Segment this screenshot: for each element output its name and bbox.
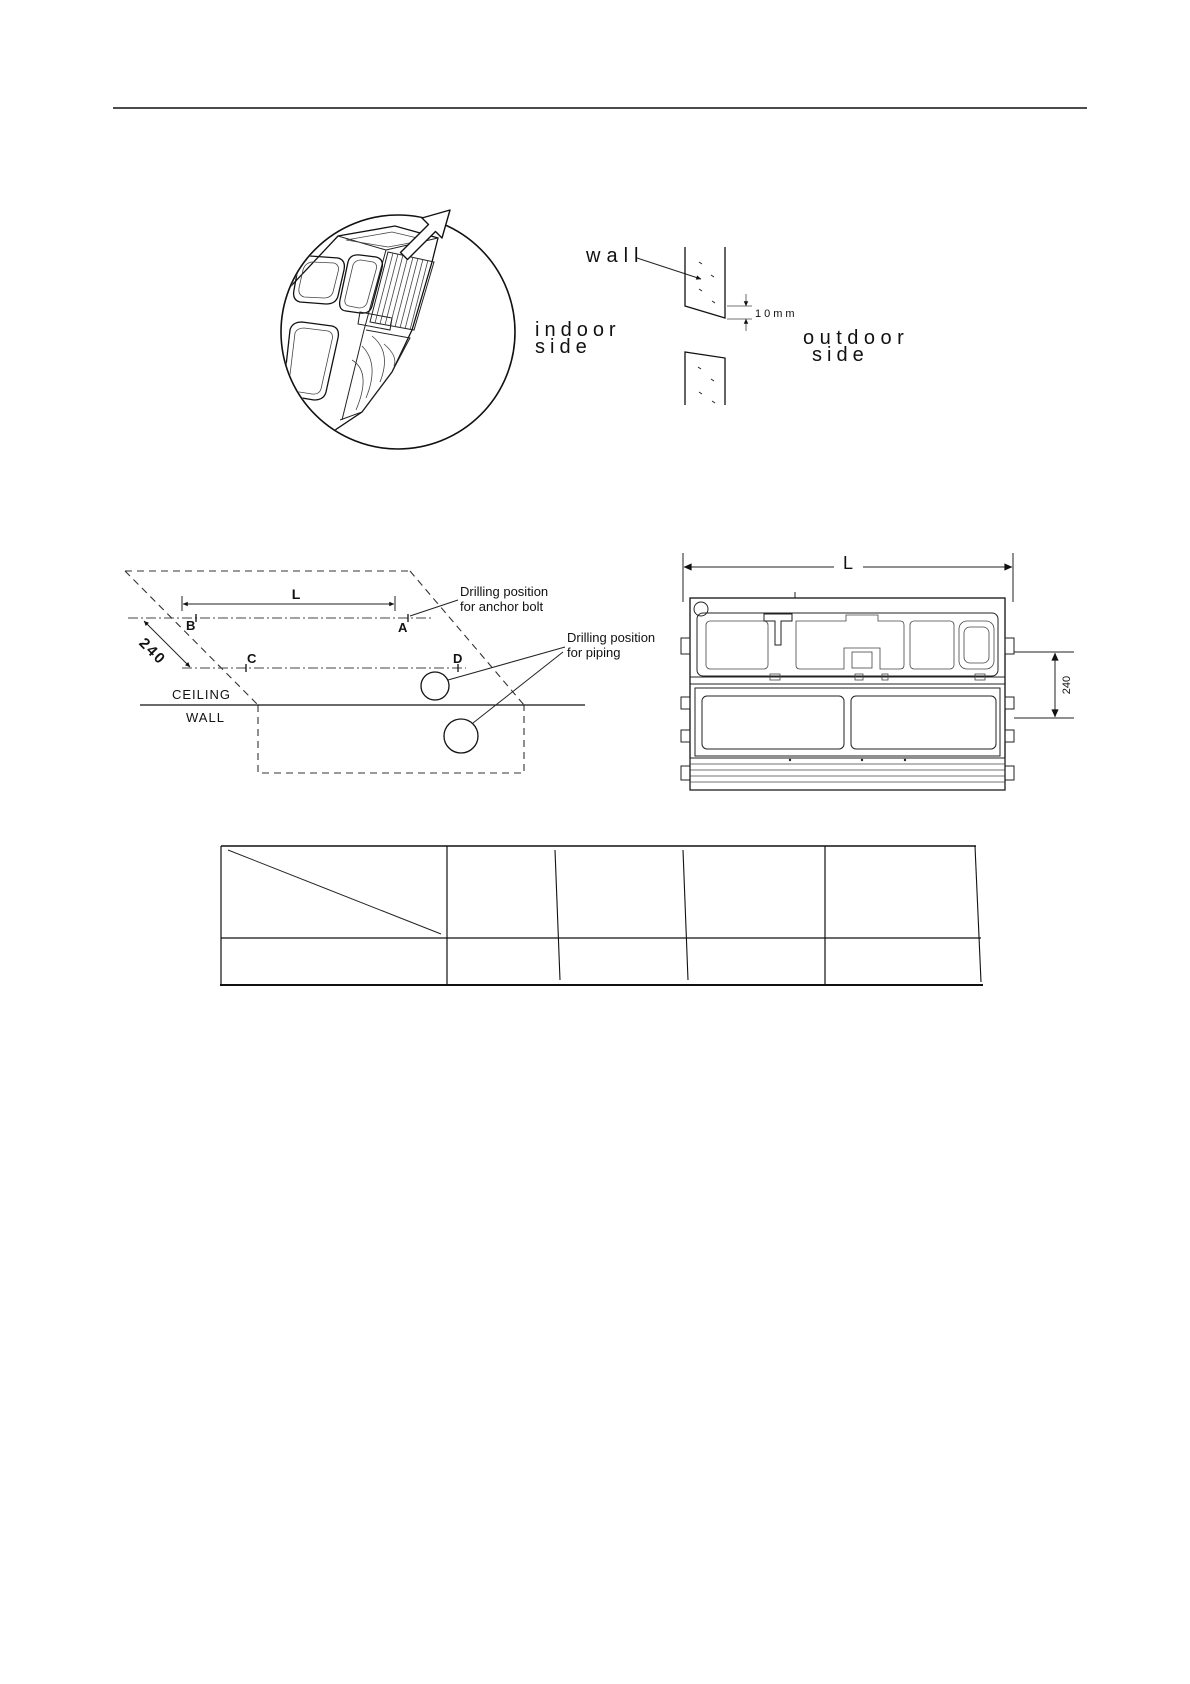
- outdoor-side-label-line1: outdoor: [803, 327, 910, 349]
- wall-upper-section: [685, 247, 725, 318]
- anchor-bolt-leader-line: [410, 600, 458, 616]
- indoor-unit-illustration: [278, 226, 438, 440]
- grille-slat: [405, 259, 423, 329]
- piping-note-line2: for piping: [567, 645, 621, 660]
- grille-slat: [375, 253, 393, 323]
- grille-slat: [390, 256, 408, 326]
- upper-panel-center-box: [852, 652, 872, 668]
- grille-screw: [861, 759, 863, 761]
- unit-front-figure: [681, 553, 1074, 790]
- upper-panel-center-cross: [796, 615, 904, 669]
- point-label-a: A: [398, 620, 408, 635]
- unit-bracket: [358, 312, 392, 330]
- unit-mounting-hole: [694, 602, 708, 616]
- upper-panel-cavity-far-right-inset: [964, 627, 989, 663]
- ceiling-label: CEILING: [172, 687, 232, 702]
- wall-texture-mark: [699, 392, 702, 394]
- table-column-divider: [683, 850, 688, 980]
- side-bracket-right: [1005, 638, 1014, 654]
- indoor-side-label-line2: side: [535, 336, 592, 358]
- offset-dimension-label: 240: [135, 634, 170, 669]
- lower-panel-filter-right: [851, 696, 996, 749]
- unit-side-grille-frame: [370, 252, 434, 330]
- indoor-unit-detail-figure: [278, 210, 515, 449]
- grille-screw: [904, 759, 906, 761]
- wall-texture-mark: [699, 289, 702, 291]
- unit-fan-blade: [372, 336, 385, 382]
- length-label: L: [842, 553, 854, 573]
- piping-note-line1: Drilling position: [567, 630, 656, 645]
- wall-projection-outline: [258, 705, 524, 773]
- drilling-layout-figure: [125, 571, 655, 773]
- wall-texture-mark: [699, 262, 702, 264]
- side-bracket-left: [681, 638, 690, 654]
- grille-screw: [789, 759, 791, 761]
- point-label-b: B: [186, 618, 196, 633]
- unit-fan-blade: [384, 344, 395, 366]
- grille-slat: [385, 255, 403, 325]
- side-bracket-left: [681, 730, 690, 742]
- unit-fan-blade: [352, 360, 363, 410]
- gap-dimension-label: 10mm: [755, 308, 798, 320]
- unit-panel-upper-left: [294, 256, 345, 304]
- unit-panel-upper-left-inset: [299, 262, 339, 298]
- side-bracket-left: [681, 766, 690, 780]
- upper-panel-cavity-left: [706, 621, 768, 669]
- side-bracket-left: [681, 697, 690, 709]
- point-label-c: C: [247, 651, 257, 666]
- wall-texture-mark: [712, 301, 715, 303]
- anchor-bolt-note-line1: Drilling position: [460, 584, 549, 599]
- air-outlet-grille: [690, 758, 1005, 790]
- detail-circle-outline: [281, 215, 515, 449]
- lower-panel-outline: [695, 688, 1000, 756]
- specification-table: [220, 846, 983, 985]
- wall-label: wall: [586, 245, 645, 267]
- unit-fan-blade: [362, 346, 372, 398]
- side-bracket-right: [1005, 730, 1014, 742]
- wall-section-figure: [535, 245, 909, 405]
- anchor-bolt-note-line2: for anchor bolt: [460, 599, 544, 614]
- wall-lower-section: [685, 352, 725, 405]
- wall-leader-line: [637, 258, 701, 279]
- unit-casing: [690, 598, 1005, 790]
- side-bracket-right: [1005, 697, 1014, 709]
- lift-direction-arrow-icon: [401, 210, 451, 260]
- wall-texture-mark: [711, 379, 714, 381]
- piping-leader-line-ceiling: [448, 647, 565, 680]
- unit-panel-lower-inset: [289, 328, 333, 394]
- lower-panel-filter-left: [702, 696, 844, 749]
- piping-leader-line-wall: [473, 652, 563, 723]
- offset-dimension-label: 240: [1061, 675, 1073, 695]
- unit-fan-housing: [340, 330, 410, 420]
- wall-texture-mark: [698, 367, 701, 369]
- length-label: L: [291, 586, 301, 602]
- wall-label: WALL: [186, 710, 225, 725]
- outdoor-side-label-line2: side: [812, 344, 869, 366]
- upper-panel-cavity-right: [910, 621, 954, 669]
- table-column-divider: [555, 850, 560, 980]
- piping-hole-wall: [444, 719, 478, 753]
- table-right-border: [975, 846, 981, 982]
- wall-texture-mark: [712, 401, 715, 403]
- side-bracket-right: [1005, 766, 1014, 780]
- piping-hole-ceiling: [421, 672, 449, 700]
- point-label-d: D: [453, 651, 463, 666]
- table-header-diagonal: [228, 850, 441, 934]
- wall-texture-marks: [698, 262, 715, 403]
- grille-slat: [395, 257, 413, 327]
- wall-texture-mark: [711, 275, 714, 277]
- indoor-side-label-line1: indoor: [535, 319, 621, 341]
- grille-slat: [410, 260, 428, 330]
